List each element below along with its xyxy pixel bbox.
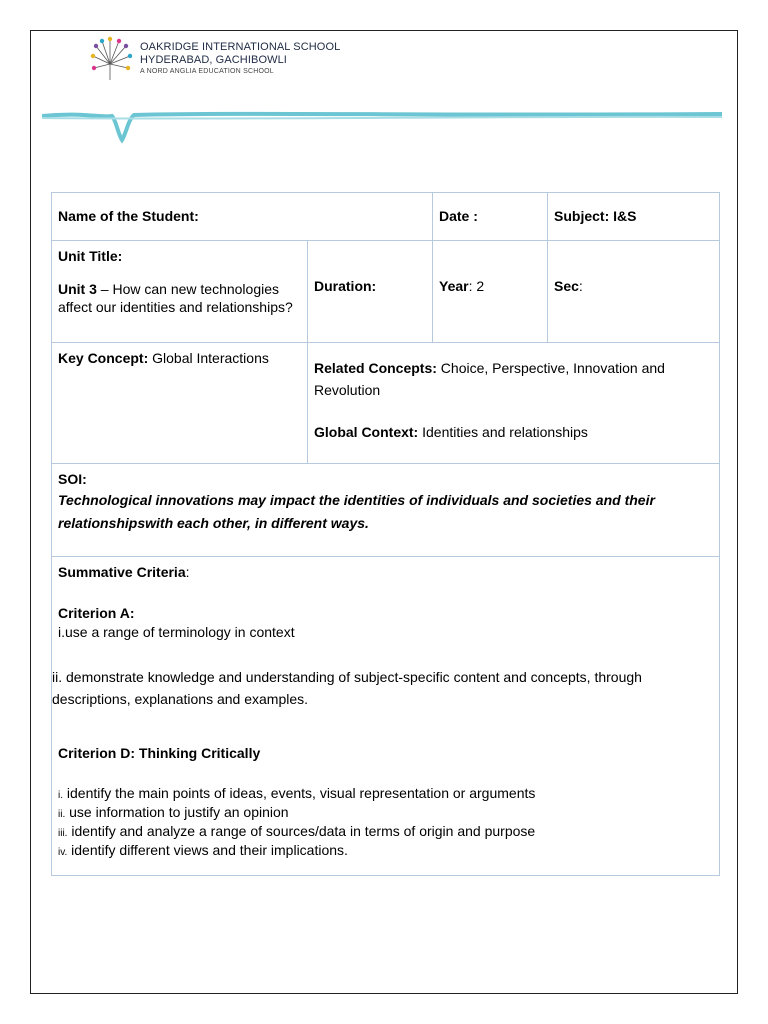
global-context: [314, 423, 713, 442]
header-wave-divider: [42, 104, 722, 148]
list-item-number: ii.: [58, 809, 66, 820]
unit-number: Unit 3: [58, 281, 97, 297]
school-name-line1: OAKRIDGE INTERNATIONAL SCHOOL: [140, 41, 341, 53]
school-tagline: A NORD ANGLIA EDUCATION SCHOOL: [140, 68, 274, 75]
unit-title-label: Unit Title:: [58, 248, 123, 264]
soi-label: SOI:: [58, 471, 87, 487]
summative-criteria-label: Summative Criteria: [58, 564, 186, 580]
sec-cell[interactable]: [548, 241, 720, 343]
criterion-a-item-1: i.use a range of terminology in context: [58, 624, 295, 640]
soi-text: Technological innovations may impact the identities of individuals and societies and their relationshipswith each other, in different ways.: [58, 492, 655, 531]
related-concepts: [314, 357, 713, 401]
year-value: : 2: [468, 278, 485, 294]
summative-criteria-heading: [58, 563, 713, 582]
unit-title-cell: [52, 241, 308, 343]
school-name-line2: HYDERABAD, GACHIBOWLI: [140, 54, 287, 66]
list-item-number: iv.: [58, 847, 68, 858]
dandelion-logo-icon: [88, 36, 136, 84]
table-row: [52, 241, 720, 343]
global-context-value: Identities and relationships: [418, 424, 588, 440]
criterion-a-item-2: ii. demonstrate knowledge and understanding of subject-specific content and concepts, through descriptions, explanations and examples.: [52, 669, 642, 707]
criterion-d-list: [58, 785, 713, 861]
criterion-d-title: Criterion D: Thinking Critically: [58, 745, 261, 761]
year-label: Year: [439, 278, 469, 294]
list-item-text: identify and analyze a range of sources/data in terms of origin and purpose: [67, 823, 536, 839]
key-concept-value: Global Interactions: [148, 350, 269, 366]
table-row: [52, 343, 720, 464]
date-cell[interactable]: [433, 193, 548, 241]
subject-label: Subject: I&S: [554, 208, 637, 224]
unit-title-text: [58, 280, 301, 316]
duration-label: Duration:: [314, 278, 377, 294]
list-item: [58, 785, 713, 804]
list-item-text: identify the main points of ideas, events, visual representation or arguments: [63, 785, 536, 801]
date-label: Date :: [439, 208, 478, 224]
student-name-cell[interactable]: [52, 193, 433, 241]
table-row: [52, 464, 720, 557]
student-name-label: Name of the Student:: [58, 208, 199, 224]
key-concept-label: Key Concept:: [58, 350, 149, 366]
list-item-number: iii.: [58, 828, 68, 839]
related-concepts-label: Related Concepts:: [314, 360, 437, 376]
criterion-a-title: Criterion A:: [58, 605, 135, 621]
global-context-label: Global Context:: [314, 424, 419, 440]
soi-cell: [52, 464, 720, 557]
subject-cell: [548, 193, 720, 241]
sec-label: Sec: [554, 278, 579, 294]
summative-criteria-cell: [52, 557, 720, 876]
duration-cell[interactable]: [308, 241, 433, 343]
concepts-context-cell: [308, 343, 720, 464]
sec-value: :: [578, 278, 583, 294]
list-item-text: identify different views and their implications.: [67, 842, 348, 858]
list-item: [58, 804, 713, 823]
unit-plan-table: [51, 192, 720, 876]
list-item: [58, 842, 713, 861]
key-concept-cell: [52, 343, 308, 464]
table-row: [52, 557, 720, 876]
summative-criteria-colon: :: [185, 564, 190, 580]
list-item: [58, 823, 713, 842]
related-concepts-value: Choice, Perspective, Innovation and Revolution: [314, 360, 665, 398]
school-name: [140, 41, 340, 67]
table-row: [52, 193, 720, 241]
list-item-text: use information to justify an opinion: [65, 804, 289, 820]
unit-description: – How can new technologies affect our identities and relationships?: [58, 281, 293, 315]
year-cell: [433, 241, 548, 343]
list-item-number: i.: [58, 790, 63, 801]
